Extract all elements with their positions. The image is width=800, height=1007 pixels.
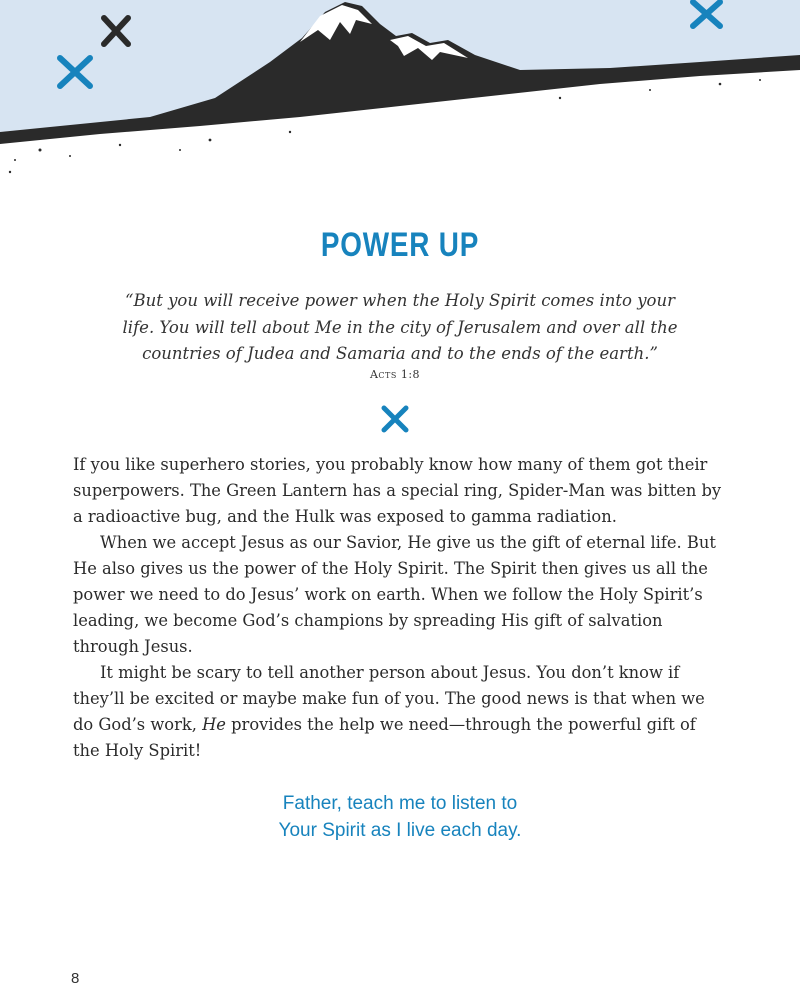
verse-reference: Acts 1:8 <box>369 368 421 381</box>
verse-line: “But you will receive power when the Holy Spirit comes into your <box>125 291 675 310</box>
page-title: POWER UP <box>320 226 480 264</box>
verse-line: life. You will tell about Me in the city of Jerusalem and over all the <box>122 317 678 337</box>
devotional-body <box>73 452 723 764</box>
emphasis-text: He <box>202 715 226 734</box>
verse-line: countries of Judea and Samaria and to the ends of the earth.” <box>142 344 658 363</box>
prayer <box>0 790 800 844</box>
x-divider-icon <box>380 404 410 434</box>
body-paragraph <box>73 660 723 764</box>
body-paragraph: If you like superhero stories, you probably know how many of them got their superpowers. The Green Lantern has a special ring, Spider-Man was bitten by a radioactive bug, and the Hulk was exposed to gamma radiation. <box>73 455 722 526</box>
mountain-header-illustration <box>0 0 800 190</box>
prayer-line: Father, teach me to listen to <box>282 793 518 814</box>
scripture-verse <box>90 288 710 368</box>
paragraph-text: provides the help we need—through the powerful gift of the Holy Spirit! <box>73 715 696 760</box>
paragraph-text: It might be scary to tell another person about Jesus. You don’t know if they’ll be excited or maybe make fun of you. The good news is that when we do God’s work, <box>73 663 705 734</box>
prayer-line: Your Spirit as I live each day. <box>278 820 522 841</box>
page-number: 8 <box>71 970 80 987</box>
body-paragraph: When we accept Jesus as our Savior, He give us the gift of eternal life. But He also gives us the power of the Holy Spirit. The Spirit then gives us all the power we need to do Jesus’ work on earth. When we follow the Holy Spirit’s leading, we become God’s champions by spreading His gift of salvation through Jesus. <box>73 533 716 656</box>
